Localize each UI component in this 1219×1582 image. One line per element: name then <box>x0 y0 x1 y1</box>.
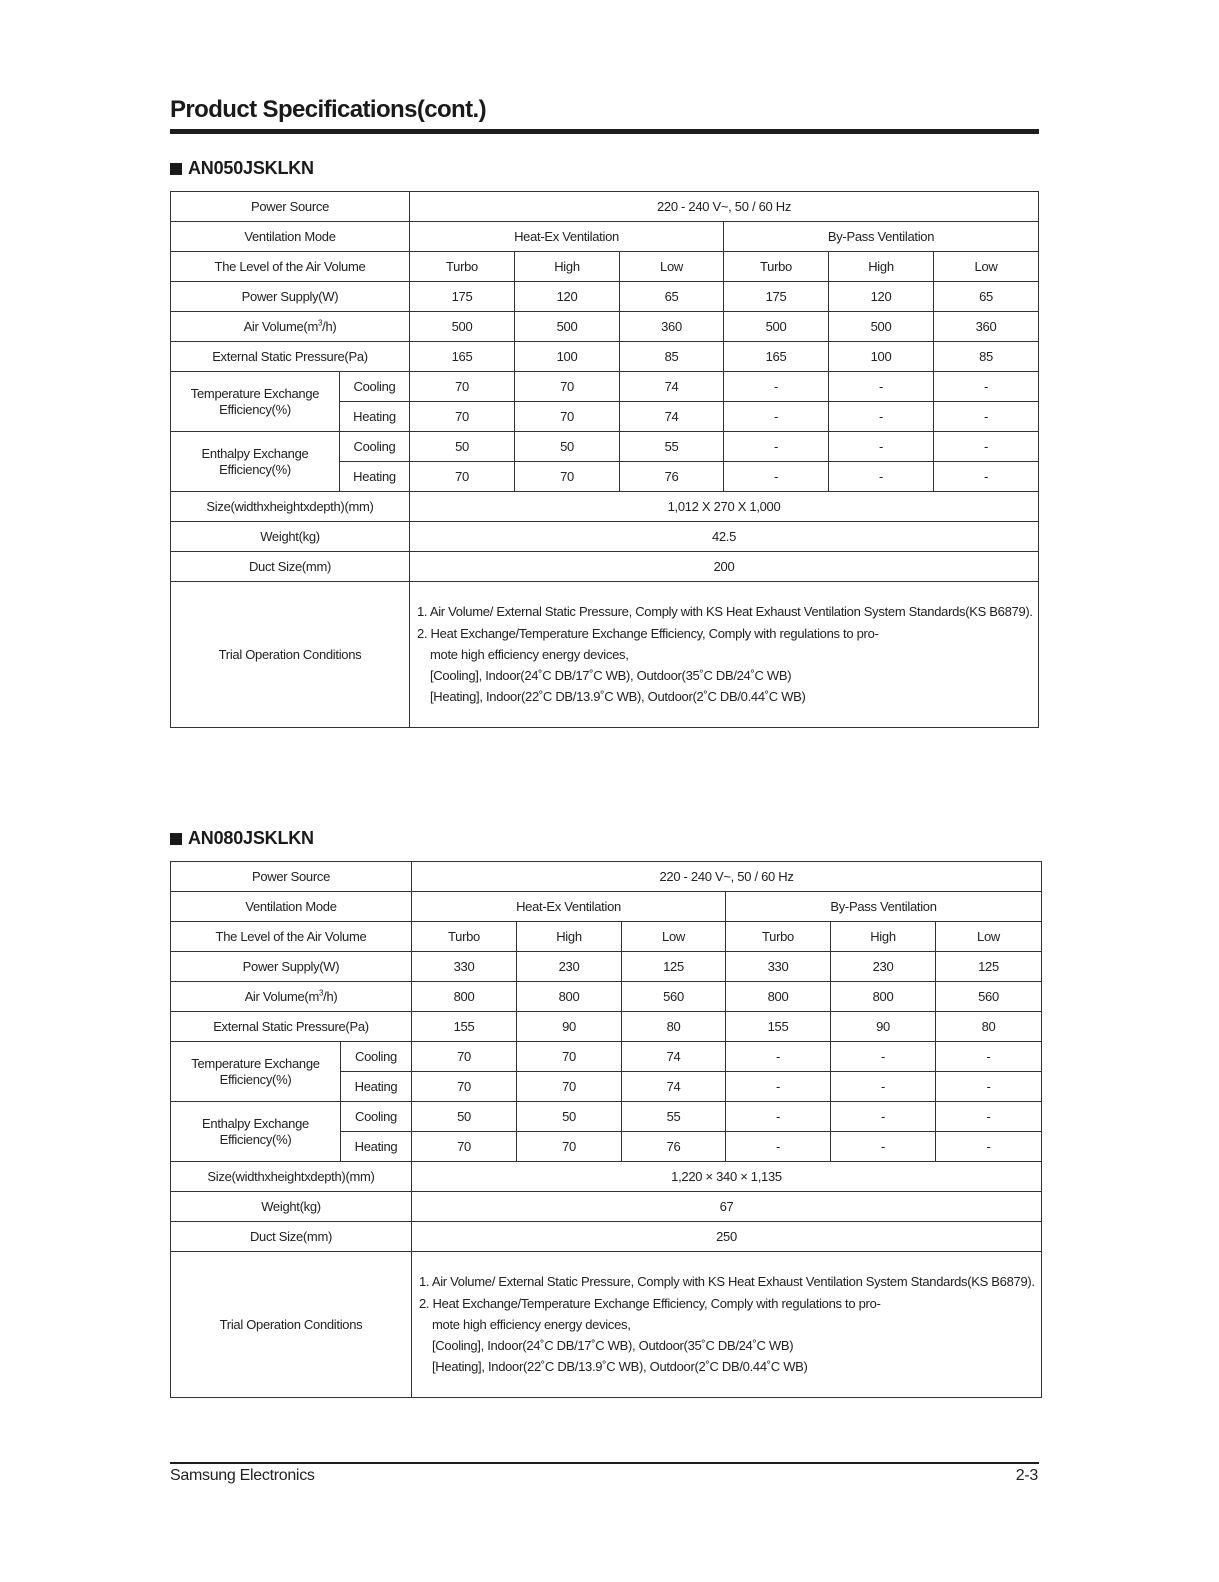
value-cell: 120 <box>515 282 620 312</box>
value-cell: 70 <box>517 1042 622 1072</box>
value-cell: 85 <box>620 342 724 372</box>
value-cell: - <box>831 1042 936 1072</box>
row-static-pressure <box>171 1012 1042 1042</box>
label-cell: Weight(kg) <box>171 1192 412 1222</box>
row-static-pressure <box>171 342 1039 372</box>
value-cell: 42.5 <box>410 522 1039 552</box>
label-line: Efficiency(%) <box>219 461 291 477</box>
value-cell: - <box>726 1102 831 1132</box>
label-cell: The Level of the Air Volume <box>171 252 410 282</box>
bypass-header: By-Pass Ventilation <box>724 222 1039 252</box>
value-cell: 100 <box>829 342 934 372</box>
row-temp-cooling <box>171 1042 1042 1072</box>
value-cell: - <box>829 462 934 492</box>
sub-label-cell: Heating <box>341 1132 412 1162</box>
value-cell: 70 <box>412 1132 517 1162</box>
row-ventilation-mode <box>171 892 1042 922</box>
value-cell: 360 <box>620 312 724 342</box>
square-bullet-icon <box>170 163 182 175</box>
title-rule <box>170 129 1039 134</box>
note-line: [Heating], Indoor(22˚C DB/13.9˚C WB), Outdoor(2˚C DB/0.44˚C WB) <box>430 689 806 705</box>
value-cell: - <box>829 402 934 432</box>
note-line: mote high efficiency energy devices, <box>430 646 629 662</box>
model-name: AN050JSKLKN <box>188 158 314 178</box>
value-cell: 1,220 × 340 × 1,135 <box>412 1162 1042 1192</box>
value-cell: 800 <box>831 982 936 1012</box>
value-cell: 500 <box>410 312 515 342</box>
label-line: Enthalpy Exchange <box>202 1115 309 1131</box>
value-cell: Turbo <box>726 922 831 952</box>
value-cell: 70 <box>517 1072 622 1102</box>
value-cell: 120 <box>829 282 934 312</box>
sub-label-cell: Heating <box>340 462 410 492</box>
value-cell: 90 <box>517 1012 622 1042</box>
row-air-volume-level <box>171 922 1042 952</box>
label-cell: Power Source <box>171 192 410 222</box>
value-cell: 85 <box>934 342 1039 372</box>
value-cell: 155 <box>412 1012 517 1042</box>
label-cell: Size(widthxheightxdepth)(mm) <box>171 1162 412 1192</box>
value-cell: 500 <box>724 312 829 342</box>
value-cell: 230 <box>831 952 936 982</box>
label-cell: Duct Size(mm) <box>171 1222 412 1252</box>
row-duct-size <box>171 552 1039 582</box>
value-cell: 230 <box>517 952 622 982</box>
sub-label-cell: Cooling <box>341 1102 412 1132</box>
value-cell: 330 <box>726 952 831 982</box>
page-number: 2-3 <box>1015 1467 1038 1484</box>
value-cell: 330 <box>412 952 517 982</box>
value-cell: Low <box>622 922 726 952</box>
value-cell: High <box>515 252 620 282</box>
row-air-volume <box>171 982 1042 1012</box>
row-ventilation-mode <box>171 222 1039 252</box>
value-cell: 165 <box>724 342 829 372</box>
label-cell: Trial Operation Conditions <box>171 582 410 728</box>
row-power-source <box>171 862 1042 892</box>
value-cell: Low <box>934 252 1039 282</box>
label-cell: Size(widthxheightxdepth)(mm) <box>171 492 410 522</box>
label-cell <box>171 1102 341 1162</box>
value-cell: 560 <box>936 982 1042 1012</box>
value-cell: 50 <box>517 1102 622 1132</box>
label-cell <box>171 1042 341 1102</box>
value-cell: 100 <box>515 342 620 372</box>
value-cell: 50 <box>410 432 515 462</box>
value-cell: - <box>934 432 1039 462</box>
row-power-supply <box>171 952 1042 982</box>
value-cell: 70 <box>410 372 515 402</box>
value-cell: 165 <box>410 342 515 372</box>
row-size <box>171 1162 1042 1192</box>
note-line: 1. Air Volume/ External Static Pressure, Comply with KS Heat Exhaust Ventilation System Standards(KS B6879). <box>417 604 1033 620</box>
value-cell: 55 <box>620 432 724 462</box>
label-cell: Power Supply(W) <box>171 952 412 982</box>
value-cell: 175 <box>724 282 829 312</box>
value-cell: 800 <box>726 982 831 1012</box>
value-cell: 65 <box>934 282 1039 312</box>
sub-label-cell: Heating <box>341 1072 412 1102</box>
label-text: /h) <box>323 988 338 1004</box>
sub-label-cell: Heating <box>340 402 410 432</box>
value-cell: 74 <box>622 1072 726 1102</box>
label-line: Efficiency(%) <box>219 1071 292 1087</box>
value-cell: 560 <box>622 982 726 1012</box>
spec-table <box>170 191 1039 728</box>
label-cell <box>171 312 410 342</box>
value-cell: - <box>934 372 1039 402</box>
page-title: Product Specifications(cont.) <box>170 96 486 123</box>
value-cell: 90 <box>831 1012 936 1042</box>
label-line: Efficiency(%) <box>219 401 291 417</box>
value-cell: 76 <box>622 1132 726 1162</box>
value-cell: 500 <box>829 312 934 342</box>
label-cell: Trial Operation Conditions <box>171 1252 412 1398</box>
model-name: AN080JSKLKN <box>188 828 314 848</box>
value-cell: High <box>829 252 934 282</box>
bypass-header: By-Pass Ventilation <box>726 892 1042 922</box>
label-cell <box>171 432 340 492</box>
row-size <box>171 492 1039 522</box>
value-cell: 50 <box>412 1102 517 1132</box>
square-bullet-icon <box>170 833 182 845</box>
label-superscript: 3 <box>318 988 324 998</box>
value-cell: 65 <box>620 282 724 312</box>
label-cell: Weight(kg) <box>171 522 410 552</box>
value-cell: High <box>831 922 936 952</box>
value-cell: - <box>934 462 1039 492</box>
label-cell: External Static Pressure(Pa) <box>171 1012 412 1042</box>
value-cell: 74 <box>620 372 724 402</box>
value-cell: - <box>724 462 829 492</box>
value-cell: 175 <box>410 282 515 312</box>
value-cell: 155 <box>726 1012 831 1042</box>
value-cell: 74 <box>622 1042 726 1072</box>
row-trial-conditions <box>171 1252 1042 1398</box>
note-line: [Cooling], Indoor(24˚C DB/17˚C WB), Outdoor(35˚C DB/24˚C WB) <box>430 668 792 684</box>
row-weight <box>171 1192 1042 1222</box>
notes-cell <box>412 1252 1042 1398</box>
value-cell: - <box>829 432 934 462</box>
row-air-volume-level <box>171 252 1039 282</box>
label-cell: Ventilation Mode <box>171 222 410 252</box>
row-power-supply <box>171 282 1039 312</box>
row-enth-cooling <box>171 1102 1042 1132</box>
value-cell: 67 <box>412 1192 1042 1222</box>
value-cell: 55 <box>622 1102 726 1132</box>
value-cell: Low <box>936 922 1042 952</box>
note-line: 2. Heat Exchange/Temperature Exchange Efficiency, Comply with regulations to pro- <box>417 625 879 641</box>
row-power-source <box>171 192 1039 222</box>
value-cell: 70 <box>410 462 515 492</box>
value-cell: 70 <box>412 1072 517 1102</box>
value-cell: 50 <box>515 432 620 462</box>
row-air-volume <box>171 312 1039 342</box>
note-line: [Heating], Indoor(22˚C DB/13.9˚C WB), Outdoor(2˚C DB/0.44˚C WB) <box>432 1359 808 1375</box>
value-cell: 76 <box>620 462 724 492</box>
note-line: 2. Heat Exchange/Temperature Exchange Efficiency, Comply with regulations to pro- <box>419 1295 881 1311</box>
sub-label-cell: Cooling <box>340 372 410 402</box>
row-enth-cooling <box>171 432 1039 462</box>
value-cell: 125 <box>936 952 1042 982</box>
value-cell: 360 <box>934 312 1039 342</box>
value-cell: - <box>726 1072 831 1102</box>
label-text: Air Volume(m <box>244 988 319 1004</box>
value-cell: High <box>517 922 622 952</box>
value-cell: - <box>831 1132 936 1162</box>
value-cell: 220 - 240 V~, 50 / 60 Hz <box>410 192 1039 222</box>
value-cell: - <box>936 1072 1042 1102</box>
value-cell: 70 <box>515 372 620 402</box>
value-cell: - <box>726 1042 831 1072</box>
label-text: Air Volume(m <box>243 318 318 334</box>
footer-company: Samsung Electronics <box>170 1467 315 1484</box>
footer-rule <box>170 1462 1039 1464</box>
value-cell: - <box>936 1102 1042 1132</box>
value-cell: Low <box>620 252 724 282</box>
value-cell: 70 <box>412 1042 517 1072</box>
value-cell: 200 <box>410 552 1039 582</box>
label-cell: External Static Pressure(Pa) <box>171 342 410 372</box>
value-cell: 800 <box>517 982 622 1012</box>
value-cell: - <box>936 1132 1042 1162</box>
model-heading <box>170 158 314 179</box>
value-cell: - <box>829 372 934 402</box>
value-cell: 70 <box>515 402 620 432</box>
label-line: Temperature Exchange <box>190 385 320 401</box>
row-weight <box>171 522 1039 552</box>
value-cell: 800 <box>412 982 517 1012</box>
label-text: /h) <box>322 318 337 334</box>
value-cell: - <box>724 432 829 462</box>
value-cell: 70 <box>515 462 620 492</box>
value-cell: Turbo <box>410 252 515 282</box>
value-cell: - <box>934 402 1039 432</box>
notes-cell <box>410 582 1039 728</box>
value-cell: 500 <box>515 312 620 342</box>
label-cell <box>171 982 412 1012</box>
label-cell: Duct Size(mm) <box>171 552 410 582</box>
value-cell: 80 <box>622 1012 726 1042</box>
label-line: Temperature Exchange <box>191 1055 320 1071</box>
sub-label-cell: Cooling <box>341 1042 412 1072</box>
row-trial-conditions <box>171 582 1039 728</box>
label-cell: Power Supply(W) <box>171 282 410 312</box>
value-cell: - <box>726 1132 831 1162</box>
value-cell: - <box>724 402 829 432</box>
label-line: Enthalpy Exchange <box>201 445 309 461</box>
row-temp-cooling <box>171 372 1039 402</box>
sub-label-cell: Cooling <box>340 432 410 462</box>
note-line: 1. Air Volume/ External Static Pressure, Comply with KS Heat Exhaust Ventilation System Standards(KS B6879). <box>419 1274 1035 1290</box>
label-cell: The Level of the Air Volume <box>171 922 412 952</box>
label-cell: Power Source <box>171 862 412 892</box>
value-cell: - <box>831 1072 936 1102</box>
note-line: [Cooling], Indoor(24˚C DB/17˚C WB), Outdoor(35˚C DB/24˚C WB) <box>432 1338 794 1354</box>
value-cell: - <box>724 372 829 402</box>
value-cell: 70 <box>517 1132 622 1162</box>
value-cell: 220 - 240 V~, 50 / 60 Hz <box>412 862 1042 892</box>
value-cell: - <box>831 1102 936 1132</box>
value-cell: 125 <box>622 952 726 982</box>
model-heading <box>170 828 314 849</box>
value-cell: 70 <box>410 402 515 432</box>
spec-table <box>170 861 1042 1398</box>
value-cell: Turbo <box>724 252 829 282</box>
value-cell: 80 <box>936 1012 1042 1042</box>
label-cell: Ventilation Mode <box>171 892 412 922</box>
value-cell: 74 <box>620 402 724 432</box>
heat-ex-header: Heat-Ex Ventilation <box>412 892 726 922</box>
value-cell: 250 <box>412 1222 1042 1252</box>
value-cell: 1,012 X 270 X 1,000 <box>410 492 1039 522</box>
value-cell: - <box>936 1042 1042 1072</box>
label-superscript: 3 <box>317 318 323 328</box>
heat-ex-header: Heat-Ex Ventilation <box>410 222 724 252</box>
label-line: Efficiency(%) <box>219 1131 292 1147</box>
label-cell <box>171 372 340 432</box>
note-line: mote high efficiency energy devices, <box>432 1316 631 1332</box>
row-duct-size <box>171 1222 1042 1252</box>
value-cell: Turbo <box>412 922 517 952</box>
